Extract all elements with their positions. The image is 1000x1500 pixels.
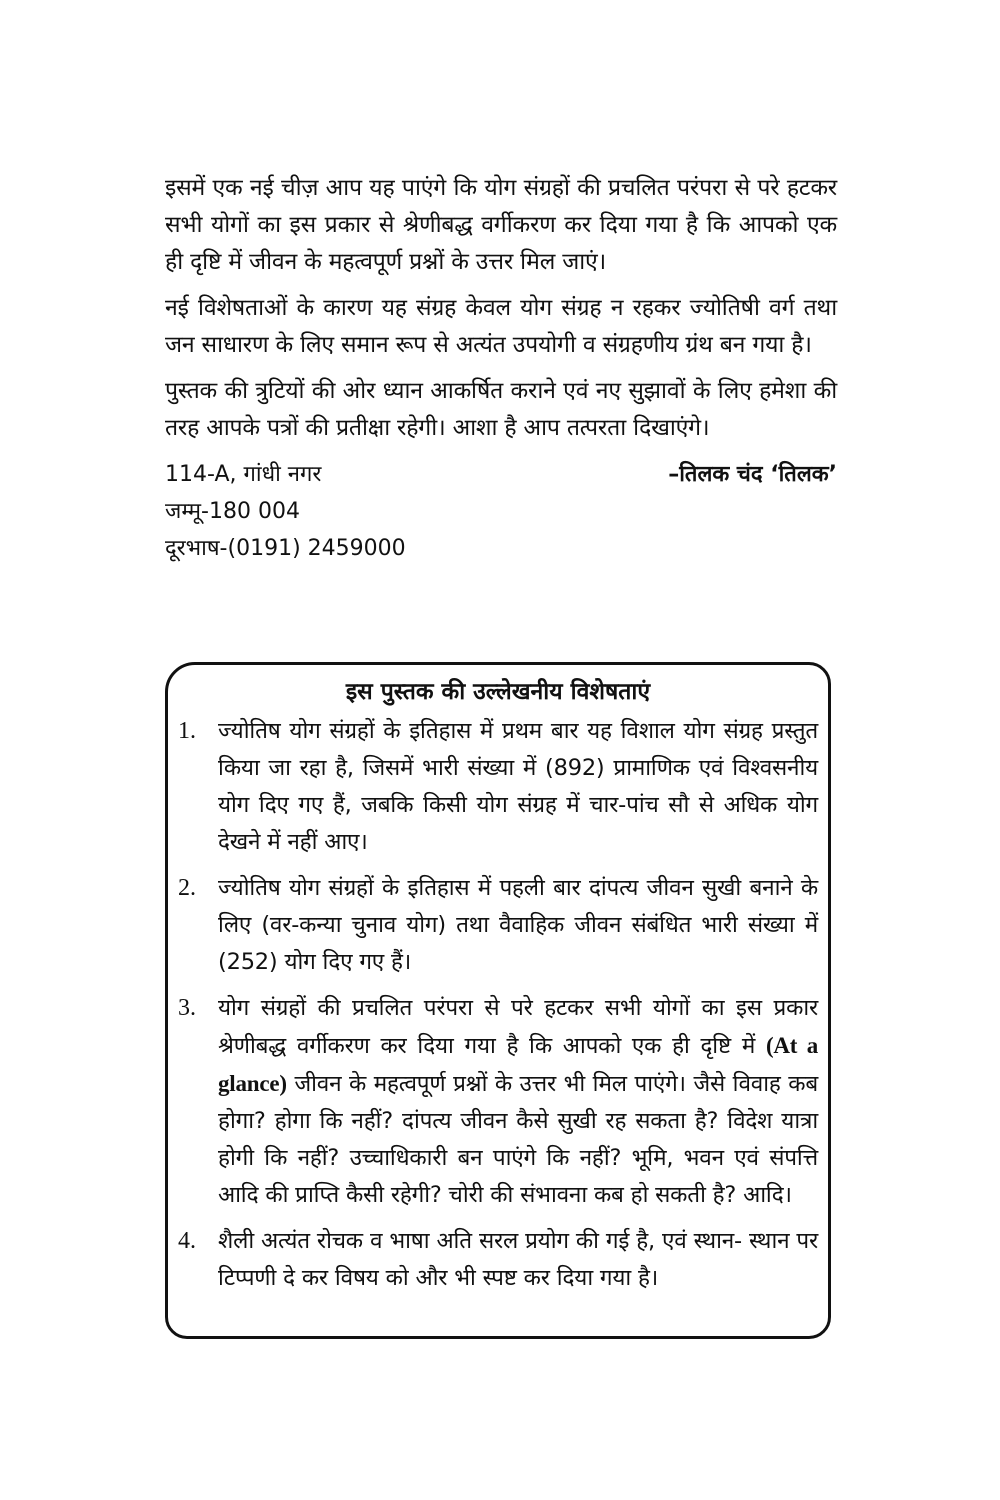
features-title: इस पुस्तक की उल्लेखनीय विशेषताएं [345, 679, 651, 705]
preface-paragraph-2: नई विशेषताओं के कारण यह संग्रह केवल योग संग्रह न रहकर ज्योतिषी वर्ग तथा जन साधारण के लिए समान रूप से अत्यंत उपयोगी व संग्रहणीय ग्रंथ बन गया है। [165, 295, 837, 358]
address-line-1: 114-A, गांधी नगर [165, 462, 322, 487]
feature-number: 2. [178, 875, 196, 901]
feature-text-part: जीवन के महत्वपूर्ण प्रश्नों के उत्तर भी मिल पाएंगे। जैसे विवाह कब होगा? होगा कि नहीं? दांपत्य जीवन कैसे सुखी रह सकता है? विदेश यात्रा होगी कि नहीं? उच्चाधिकारी बन पाएंगे कि नहीं? भूमि, भवन एवं संपत्ति आदि की प्राप्ति कैसी रहेगी? चोरी की संभावना कब हो सकती है? आदि। [218, 1071, 818, 1208]
address-line-2: जम्मू-180 004 [165, 499, 300, 524]
feature-item [178, 870, 818, 981]
preface-paragraph-1: इसमें एक नई चीज़ आप यह पाएंगे कि योग संग्रहों की प्रचलित परंपरा से परे हटकर सभी योगों का इस प्रकार से श्रेणीबद्ध वर्गीकरण कर दिया गया है कि आपको एक ही दृष्टि में जीवन के महत्वपूर्ण प्रश्नों के उत्तर मिल जाएं। [165, 175, 837, 275]
features-box [165, 662, 831, 1339]
preface-paragraph-3: पुस्तक की त्रुटियों की ओर ध्यान आकर्षित कराने एवं नए सुझावों के लिए हमेशा की तरह आपके पत्रों की प्रतीक्षा रहेगी। आशा है आप तत्परता दिखाएंगे। [165, 378, 837, 441]
feature-item [178, 713, 818, 861]
address-line-3: दूरभाष-(0191) 2459000 [165, 536, 406, 561]
feature-text: ज्योतिष योग संग्रहों के इतिहास में पहली बार दांपत्य जीवन सुखी बनाने के लिए (वर-कन्या चुनाव योग) तथा वैवाहिक जीवन संबंधित भारी संख्या में (252) योग दिए गए हैं। [218, 875, 818, 975]
feature-number: 3. [178, 995, 196, 1021]
feature-item [178, 990, 818, 1214]
preface-section [165, 170, 837, 567]
feature-number: 1. [178, 718, 196, 744]
feature-text: ज्योतिष योग संग्रहों के इतिहास में प्रथम बार यह विशाल योग संग्रह प्रस्तुत किया जा रहा है, जिसमें भारी संख्या में (892) प्रामाणिक एवं विश्वसनीय योग दिए गए हैं, जबकि किसी योग संग्रह में चार-पांच सौ से अधिक योग देखने में नहीं आए। [218, 718, 818, 855]
feature-text-latin: (At a glance) [218, 1033, 818, 1096]
feature-item [178, 1223, 818, 1297]
feature-number: 4. [178, 1228, 196, 1254]
feature-text: शैली अत्यंत रोचक व भाषा अति सरल प्रयोग की गई है, एवं स्थान- स्थान पर टिप्पणी दे कर विषय को और भी स्पष्ट कर दिया गया है। [218, 1228, 818, 1291]
address-signature-row [165, 456, 837, 493]
feature-text-part: योग संग्रहों की प्रचलित परंपरा से परे हटकर सभी योगों का इस प्रकार श्रेणीबद्ध वर्गीकरण कर दिया गया है कि आपको एक ही दृष्टि में [218, 995, 818, 1059]
features-list [168, 713, 828, 1297]
feature-text [218, 990, 818, 1214]
author-signature: –तिलक चंद ‘तिलक’ [668, 462, 837, 487]
